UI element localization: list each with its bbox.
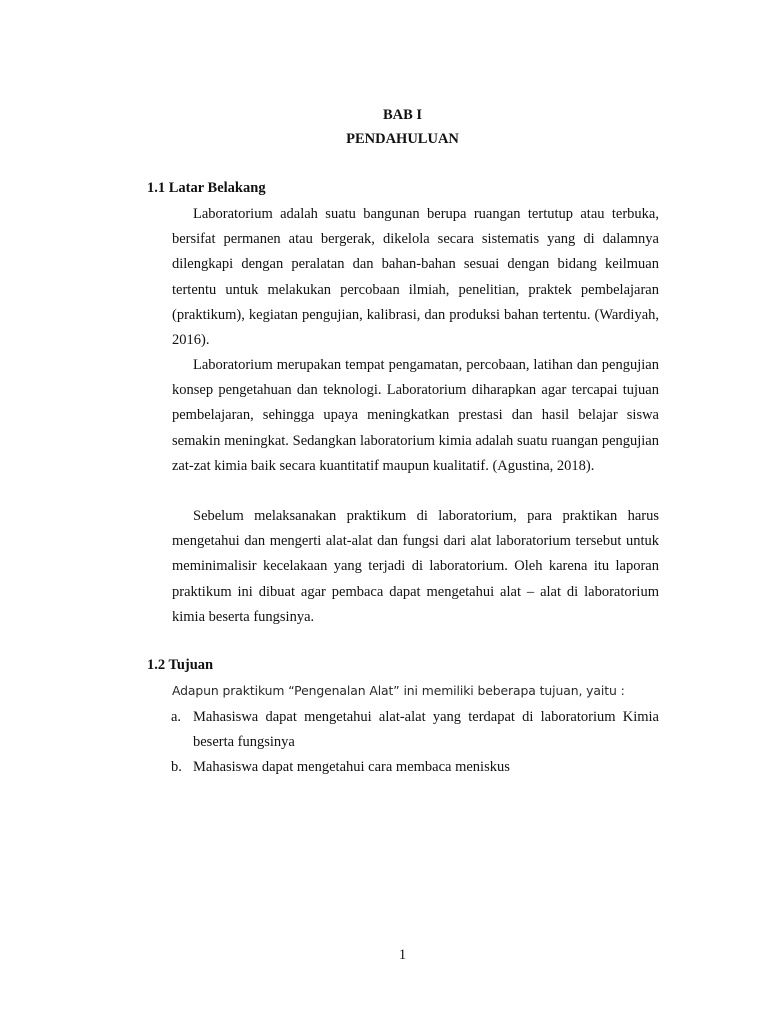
chapter-label: BAB I (382, 107, 423, 123)
list-marker: b. (171, 759, 182, 776)
chapter-title: PENDAHULUAN (346, 131, 459, 147)
paragraph-2: Laboratorium merupakan tempat pengamatan, percobaan, latihan dan pengujian konsep pengetahuan dan teknologi. Laboratorium diharapkan agar tercapai tujuan pembelajaran, sehingga upaya meningkatkan prestasi dan hasil belajar siswa semakin meningkat. Sedangkan laboratorium kimia adalah suatu ruangan pengujian zat-zat kimia baik secara kuantitatif maupun kualitatif. (Agustina, 2018). (172, 357, 659, 474)
list-marker: a. (171, 709, 182, 725)
goals-list (147, 705, 659, 781)
section-heading-tujuan: 1.2 Tujuan (147, 657, 214, 673)
list-item (147, 755, 659, 780)
paragraph-1: Laboratorium adalah suatu bangunan berupa ruangan tertutup atau terbuka, bersifat permanen atau bergerak, dikelola secara sistematis yang di dalamnya dilengkapi dengan peralatan dan bahan-bahan sesuai dengan bidang keilmuan tertentu untuk melakukan percobaan ilmiah, penelitian, praktek pembelajaran (praktikum), kegiatan pengujian, kalibrasi, dan produksi bahan tertentu. (Wardiyah, 2016). (172, 206, 659, 349)
page-number: 1 (398, 947, 407, 963)
paragraph-3: Sebelum melaksanakan praktikum di laboratorium, para praktikan harus mengetahui dan mengerti alat-alat dan fungsi dari alat laboratorium tersebut untuk meminimalisir kecelakaan yang terjadi di laboratorium. Oleh karena itu laporan praktikum ini dibuat agar pembaca dapat mengetahui alat – alat di laboratorium kimia beserta fungsinya. (172, 508, 659, 625)
list-item (147, 705, 659, 755)
list-item-text: Mahasiswa dapat mengetahui cara membaca meniskus (193, 759, 510, 776)
goals-intro: Adapun praktikum “Pengenalan Alat” ini memiliki beberapa tujuan, yaitu : (172, 683, 625, 698)
list-item-text: Mahasiswa dapat mengetahui alat-alat yang terdapat di laboratorium Kimia beserta fungsinya (193, 709, 659, 751)
section-heading-latar-belakang: 1.1 Latar Belakang (147, 180, 266, 196)
